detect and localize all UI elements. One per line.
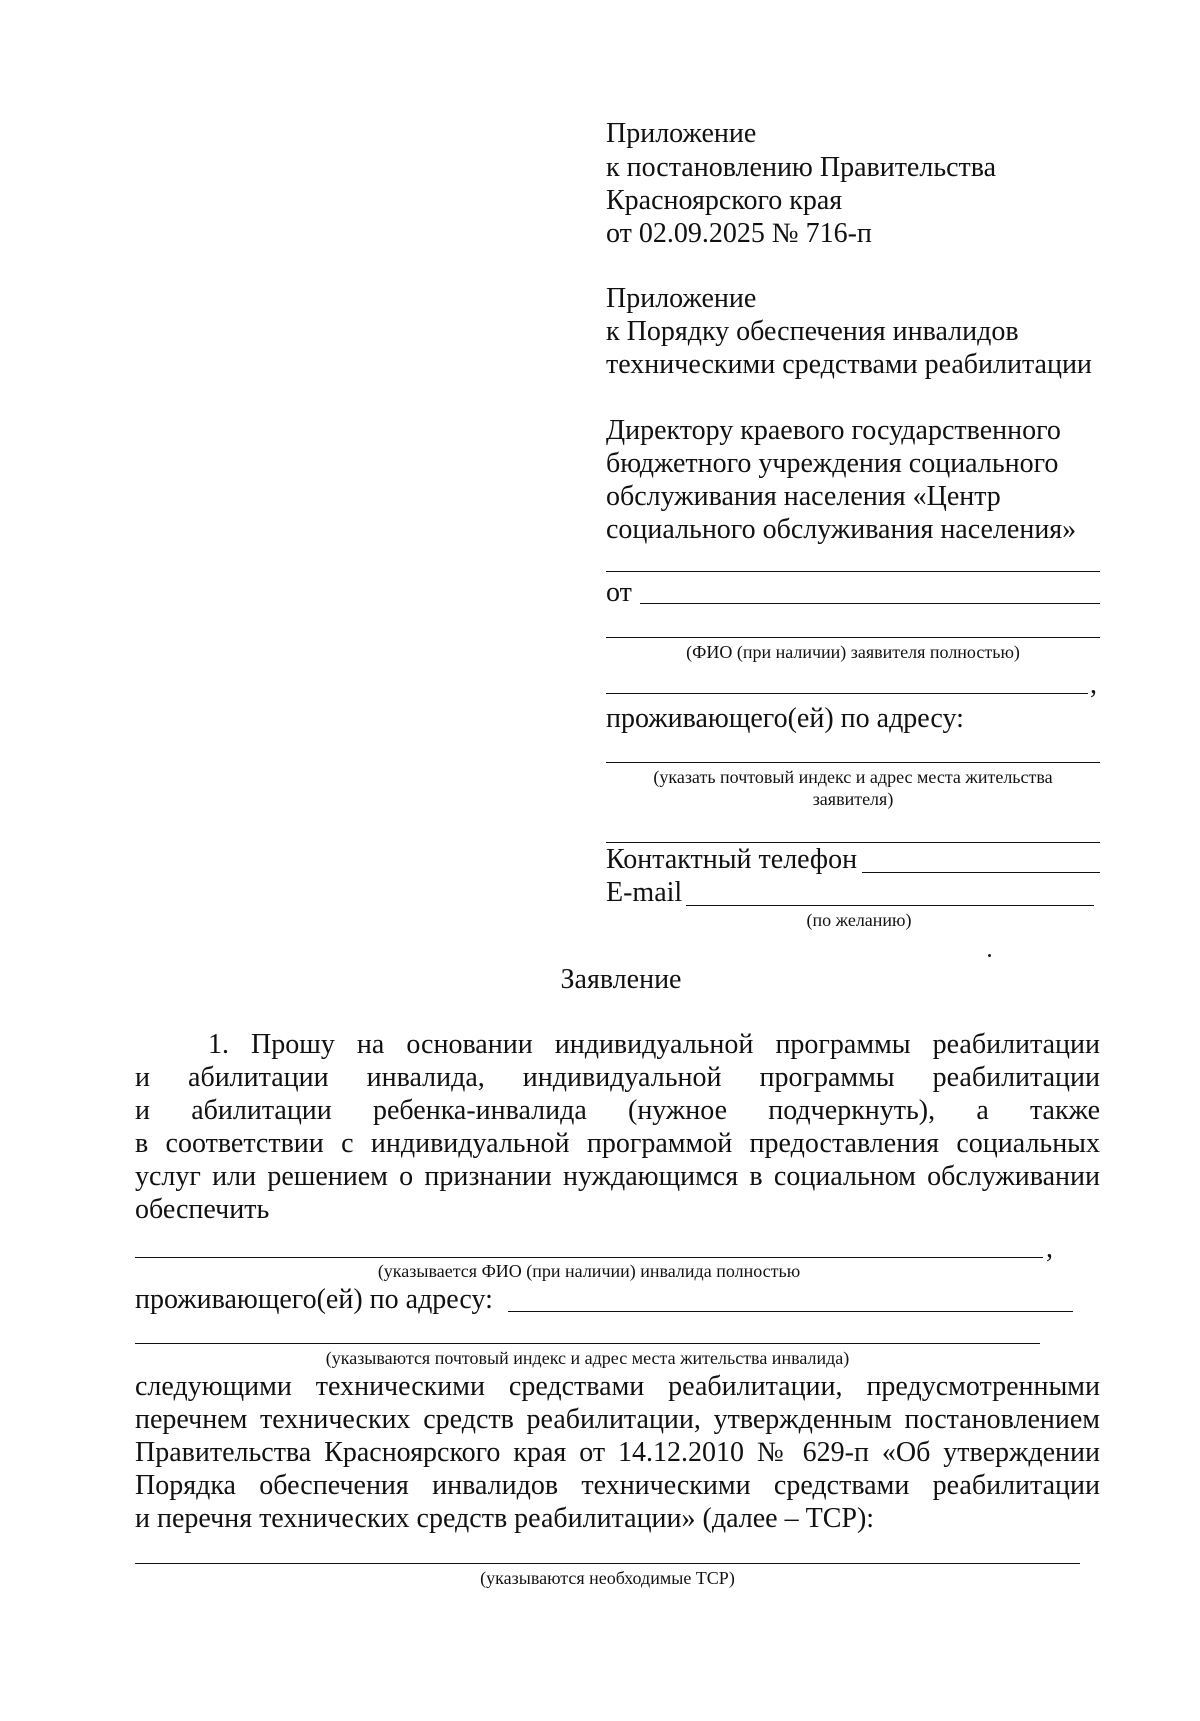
para2-line3: Правительства Красноярского края от 14.12.2010 № 629-п «Об утверждении <box>135 1437 1100 1468</box>
fio-caption: (ФИО (при наличии) заявителя полностью) <box>686 642 1020 662</box>
appendix2-line1: Приложение <box>606 283 757 314</box>
invalid-address-caption: (указываются почтовый индекс и адрес места жительства инвалида) <box>325 1348 850 1368</box>
addressee-line3: обслуживания населения «Центр <box>606 481 1001 512</box>
invalid-address-blank-line[interactable] <box>508 1311 1073 1312</box>
appendix1-line3: Красноярского края <box>606 185 843 216</box>
para1-line5: услуг или решением о признании нуждающимся в социальном обслуживании <box>135 1161 1100 1192</box>
phone-blank-line[interactable] <box>862 872 1100 873</box>
addressee-blank-line[interactable] <box>606 571 1100 572</box>
tsr-blank-line[interactable] <box>135 1563 1080 1564</box>
fio-blank-line[interactable] <box>606 637 1100 638</box>
addressee-line1: Директору краевого государственного <box>606 415 1061 446</box>
appendix1-line2: к постановлению Правительства <box>606 152 997 183</box>
para1-line6: обеспечить <box>135 1194 270 1225</box>
tsr-caption: (указываются необходимые ТСР) <box>480 1568 735 1588</box>
invalid-fio-caption: (указывается ФИО (при наличии) инвалида полностью <box>377 1261 801 1281</box>
para1-line2: и абилитации инвалида, индивидуальной программы реабилитации <box>135 1062 1100 1093</box>
invalid-address-blank-line-2[interactable] <box>135 1343 1040 1344</box>
para1-line3: и абилитации ребенка-инвалида (нужное подчеркнуть), а также <box>135 1095 1100 1126</box>
appendix1-line4: от 02.09.2025 № 716-п <box>606 218 872 249</box>
para2-line2: перечнем технических средств реабилитации, утвержденным постановлением <box>135 1404 1100 1435</box>
para1-line1: 1. Прошу на основании индивидуальной программы реабилитации <box>208 1029 1100 1060</box>
para2-line4: Порядка обеспечения инвалидов техническими средствами реабилитации <box>135 1470 1100 1501</box>
invalid-residing-label: проживающего(ей) по адресу: <box>135 1284 493 1315</box>
stray-dot <box>988 954 991 957</box>
statement-title: Заявление <box>560 964 682 995</box>
para2-line5: и перечня технических средств реабилитации» (далее – ТСР): <box>135 1503 875 1534</box>
para1-line4: в соответствии с индивидуальной программой предоставления социальных <box>135 1128 1100 1159</box>
from-label: от <box>606 577 632 608</box>
para2-line1: следующими техническими средствами реабилитации, предусмотренными <box>135 1371 1100 1402</box>
addressee-line4: социального обслуживания населения» <box>606 514 1077 545</box>
invalid-fio-blank-line[interactable] <box>135 1257 1043 1258</box>
email-label: E-mail <box>606 877 683 908</box>
appendix2-line3: техническими средствами реабилитации <box>606 349 1092 380</box>
applicant-comma: , <box>1090 669 1097 700</box>
appendix2-line2: к Порядку обеспечения инвалидов <box>606 316 1019 347</box>
addressee-line2: бюджетного учреждения социального <box>606 448 1059 479</box>
applicant-blank-line[interactable] <box>606 693 1088 694</box>
email-caption: (по желанию) <box>806 910 912 930</box>
appendix1-line1: Приложение <box>606 118 757 149</box>
address-blank-line[interactable] <box>606 762 1100 763</box>
email-blank-line[interactable] <box>686 905 1094 906</box>
residing-label: проживающего(ей) по адресу: <box>606 703 964 734</box>
from-blank-line[interactable] <box>640 603 1100 604</box>
address-caption-line2: заявителя) <box>812 789 894 809</box>
phone-label: Контактный телефон <box>606 844 858 875</box>
invalid-fio-comma: , <box>1046 1233 1053 1264</box>
address-caption-line1: (указать почтовый индекс и адрес места жительства <box>653 767 1053 787</box>
